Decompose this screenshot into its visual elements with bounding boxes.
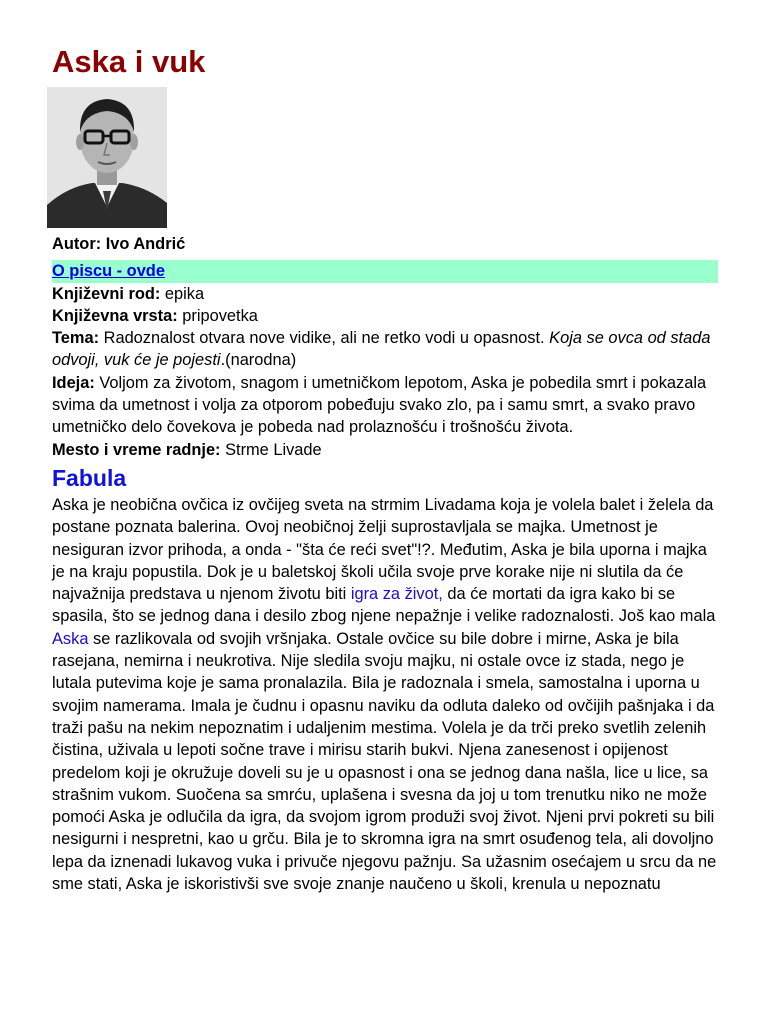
fabula-text-2: da će mortati da igra kako bi se spasila, što se jednog dana i desilo zbog njene nepažnje i velike radoznalosti. Još kao mala xyxy=(52,585,716,626)
rod-label: Književni rod: xyxy=(52,284,161,303)
o-piscu-link[interactable]: O piscu - ovde xyxy=(52,262,165,281)
igra-za-zivot-link[interactable]: igra za život, xyxy=(350,585,443,604)
ideja-label: Ideja: xyxy=(52,373,95,392)
tema-label: Tema: xyxy=(52,329,100,348)
mesto-label: Mesto i vreme radnje: xyxy=(52,440,221,459)
tema-proverb: Koja se ovca od stada odvoji, vuk će je pojesti xyxy=(52,329,711,370)
info-rod xyxy=(52,283,718,305)
info-vrsta xyxy=(52,305,718,327)
fabula-text-1: Aska je neobična ovčica iz ovčijeg sveta na strmim Livadama koja je volela balet i želela da postane poznata balerina. Ovoj neobičnoj želji suprostavljala se majka. Umetnost je nesiguran izvor prihoda, a onda - "šta će reći svet"!?. Međutim, Aska je bila uporna i majka je na kraju popustila. Dok je u baletskoj školi učila svoje prve korake nije ni slutila da će najvažnija predstava u njenom životu biti xyxy=(52,495,714,604)
document-body xyxy=(52,233,718,895)
fabula-text-3: se razlikovala od svojih vršnjaka. Ostale ovčice su bile dobre i mirne, Aska je bila rasejana, nemirna i neukrotiva. Nije sledila svoju majku, ni ostale ovce iz stada, nego je lutala putevima koje je sama pronalazila. Bila je radoznala i smela, samostalna i uporna u svojim namerama. Imala je čudnu i opasnu naviku da odluta daleko od ovčijih pašnjaka i da traži pašu na nekim nepoznatim i udaljenim mestima. Volela je da trči preko svetlih zelenih čistina, uživala u lepoti sočne trave i mirisu starih bukvi. Njena zanesenost i opijenost predelom koji je okružuje doveli su je u opasnost i ona se jednog dana našla, lice u lice, sa strašnim vukom. Suočena sa smrću, uplašena i svesna da joj u tom trenutku niko ne može pomoći Aska je odlučila da igra, da svojom igrom produži svoj život. Njeni prvi pokreti su bili nesigurni i nespretni, kao u grču. Bila je to skromna igra na smrt osuđenog tela, ali dovoljno lepa da iznenadi lukavog vuka i privuče njegovu pažnju. Sa užasnim osećajem u srcu da ne sme stati, Aska je iskoristivši sve svoje znanje naučeno u školi, krenula u nepoznatu xyxy=(52,629,717,894)
aska-link[interactable]: Aska xyxy=(52,629,89,648)
author-portrait-icon xyxy=(47,87,167,228)
info-mesto xyxy=(52,439,718,461)
author-portrait xyxy=(47,87,167,228)
mesto-value: Strme Livade xyxy=(220,440,322,459)
vrsta-value: pripovetka xyxy=(177,306,258,325)
page-title: Aska i vuk xyxy=(52,44,206,79)
rod-value: epika xyxy=(160,284,205,303)
author-line: Autor: Ivo Andrić xyxy=(52,235,186,253)
fabula-heading: Fabula xyxy=(52,464,127,491)
vrsta-label: Književna vrsta: xyxy=(52,306,178,325)
info-ideja xyxy=(52,372,718,439)
fabula-paragraph xyxy=(52,494,718,895)
ideja-value: Voljom za životom, snagom i umetničkom lepotom, Aska je pobedila smrt i pokazala svima da umetnost i volja za otporom pobeđuju svako zlo, pa i samu smrt, a svako pravo umetničko delo čovekova je pobeda nad prolaznošću i trošnošću života. xyxy=(52,373,707,437)
author-link-bar xyxy=(52,260,718,282)
tema-tail: .(narodna) xyxy=(220,351,297,370)
tema-value: Radoznalost otvara nove vidike, ali ne retko vodi u opasnost. xyxy=(99,329,550,348)
info-tema xyxy=(52,327,718,372)
